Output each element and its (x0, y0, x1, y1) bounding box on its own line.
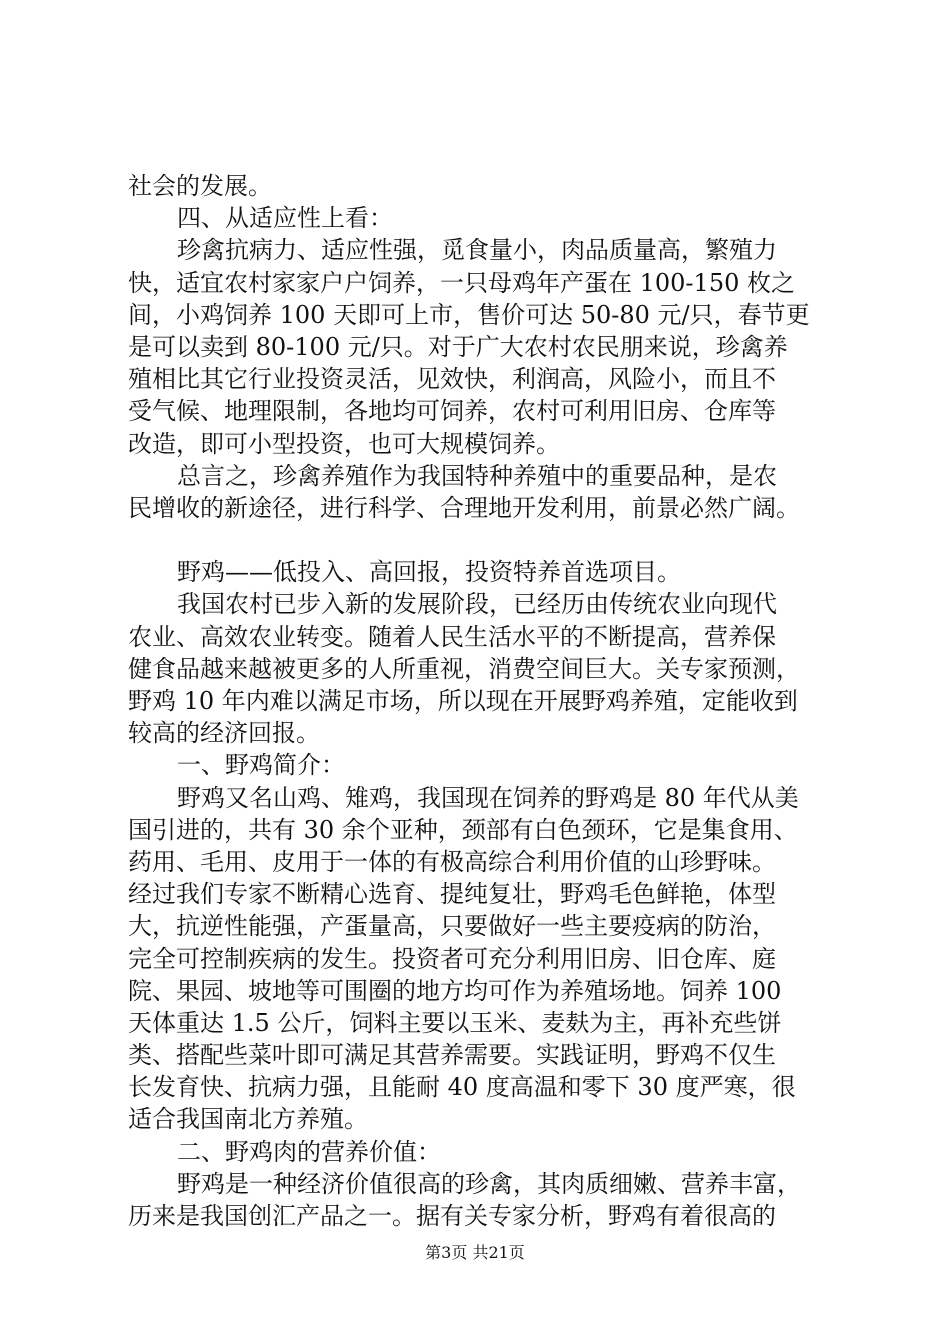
text-line: 民增收的新途径，进行科学、合理地开发利用，前景必然广阔。 (128, 493, 800, 522)
text-line: 社会的发展。 (128, 172, 272, 200)
document-body (128, 170, 853, 1232)
text-line: 改造，即可小型投资，也可大规模饲养。 (128, 429, 560, 458)
text-line: 是可以卖到 80-100 元/只。对于广大农村农民朋来说，珍禽养 (128, 332, 788, 361)
text-line: 较高的经济回报。 (128, 719, 320, 748)
text-line: 国引进的，共有 30 余个亚种，颈部有白色颈环，它是集食用、 (128, 815, 798, 844)
text-line: 历来是我国创汇产品之一。据有关专家分析，野鸡有着很高的 (128, 1202, 776, 1230)
text-line: 间，小鸡饲养 100 天即可上市，售价可达 50-80 元/只，春节更 (128, 300, 810, 329)
text-line: 总言之，珍禽养殖作为我国特种养殖中的重要品种，是农 (177, 461, 777, 490)
text-line: 受气候、地理限制，各地均可饲养，农村可利用旧房、仓库等 (128, 397, 776, 426)
text-line: 野鸡 10 年内难以满足市场，所以现在开展野鸡养殖，定能收到 (128, 687, 798, 715)
text-line: 药用、毛用、皮用于一体的有极高综合利用价值的山珍野味。 (128, 847, 776, 876)
text-line: 农业、高效农业转变。随着人民生活水平的不断提高，营养保 (128, 622, 776, 651)
text-line: 大，抗逆性能强，产蛋量高，只要做好一些主要疫病的防治， (128, 912, 776, 941)
text-line: 健食品越来越被更多的人所重视，消费空间巨大。关专家预测， (128, 654, 800, 683)
page-number-footer: 第3页 共21页 (425, 1243, 525, 1262)
section-heading: 一、野鸡简介： (177, 751, 345, 780)
text-line: 长发育快、抗病力强，且能耐 40 度高温和零下 30 度严寒，很 (128, 1073, 796, 1102)
text-line: 经过我们专家不断精心选育、提纯复壮，野鸡毛色鲜艳，体型 (128, 880, 776, 909)
blank-line (128, 524, 853, 556)
text-line: 完全可控制疾病的发生。投资者可充分利用旧房、旧仓库、庭 (128, 944, 776, 973)
article-title: 野鸡——低投入、高回报，投资特养首选项目。 (177, 558, 681, 587)
section-heading: 四、从适应性上看： (177, 204, 393, 233)
text-line: 殖相比其它行业投资灵活，见效快，利润高，风险小，而且不 (128, 365, 776, 394)
text-line: 天体重达 1.5 公斤，饲料主要以玉米、麦麸为主，再补充些饼 (128, 1008, 782, 1037)
text-line: 院、果园、坡地等可围圈的地方均可作为养殖场地。饲养 100 (128, 976, 782, 1005)
text-line: 适合我国南北方养殖。 (128, 1105, 368, 1134)
text-line: 类、搭配些菜叶即可满足其营养需要。实践证明，野鸡不仅生 (128, 1041, 776, 1070)
text-line: 我国农村已步入新的发展阶段，已经历由传统农业向现代 (177, 590, 777, 619)
text-line: 野鸡是一种经济价值很高的珍禽，其肉质细嫩、营养丰富， (177, 1169, 801, 1198)
text-line: 珍禽抗病力、适应性强，觅食量小，肉品质量高，繁殖力 (177, 236, 777, 265)
text-line: 野鸡又名山鸡、雉鸡，我国现在饲养的野鸡是 80 年代从美 (177, 783, 799, 812)
section-heading: 二、野鸡肉的营养价值： (177, 1137, 441, 1166)
text-line: 快，适宜农村家家户户饲养，一只母鸡年产蛋在 100-150 枚之 (128, 268, 795, 297)
